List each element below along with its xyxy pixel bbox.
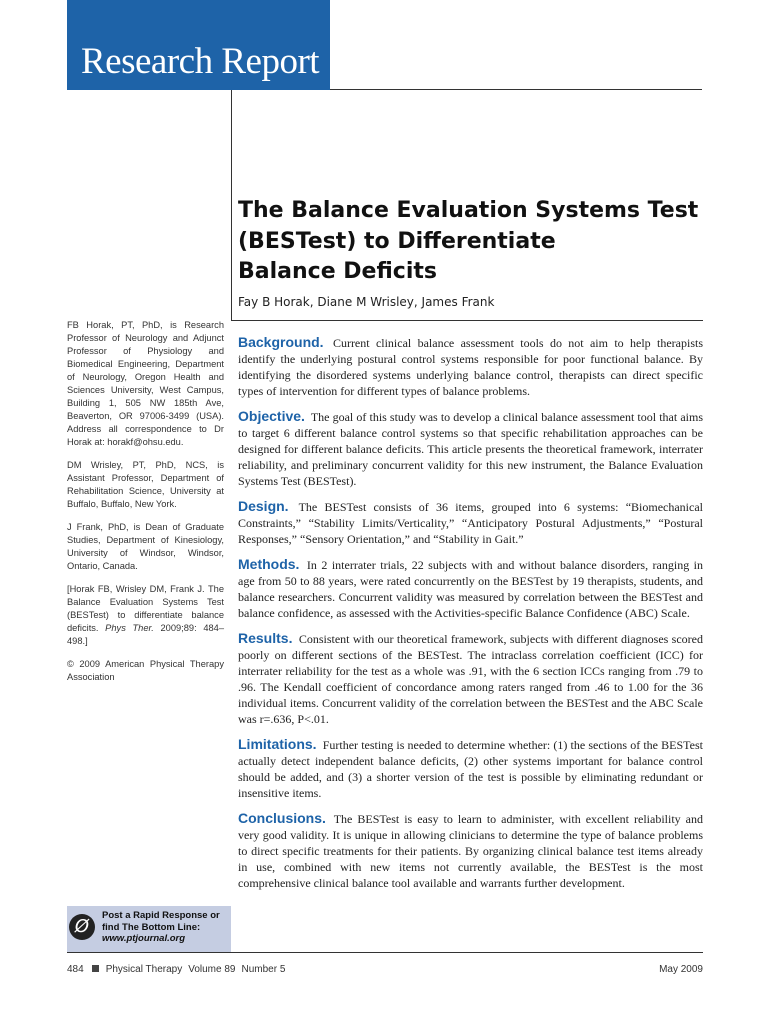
rapid-response-line1: Post a Rapid Response or: [102, 910, 220, 921]
journal-name: Physical Therapy: [105, 964, 183, 975]
author-list: Fay B Horak, Diane M Wrisley, James Frank: [238, 295, 495, 309]
article-title-line: The Balance Evaluation Systems Test: [238, 198, 699, 223]
citation: [67, 583, 224, 648]
rapid-response-box[interactable]: [67, 906, 231, 952]
abstract-methods: [238, 556, 703, 621]
journal-url-link[interactable]: www.ptjournal.org: [102, 933, 186, 944]
copyright-notice: © 2009 American Physical Therapy Association: [67, 659, 224, 682]
abstract-objective: [238, 408, 703, 489]
issue-date: May 2009: [659, 964, 703, 975]
section-text: The BESTest is easy to learn to administer, with excellent reliability and very good validity. It is unique in allowing clinicians to determine the type of balance problems to direct specific treatments for their patients. By organizing clinical balance test items already in use, combined with new items not currently available, the BESTest is the most comprehensive clinical balance tool available and warrants further development.: [238, 812, 703, 890]
section-heading: Methods.: [238, 556, 300, 572]
section-text: The BESTest consists of 36 items, grouped into 6 systems: “Biomechanical Constraints,” “Stability Limits/Verticality,” “Anticipatory Postural Adjustments,” “Postural Responses,” “Sensory Orientation,” and “Stability in Gait.”: [238, 500, 703, 546]
report-type-label: Research Report: [81, 41, 320, 82]
section-text: Current clinical balance assessment tools do not aim to help therapists identify the underlying postural control systems responsible for poor functional balance. By identifying the disordered systems underlying balance control, therapists can direct specific types of intervention for different types of balance problems.: [238, 336, 704, 398]
abstract-background: [238, 334, 703, 399]
abstract-conclusions: [238, 810, 703, 891]
citation-journal: Phys Ther.: [105, 623, 154, 633]
section-text: Further testing is needed to determine whether: (1) the sections of the BESTest actually detect independent balance deficits, (2) other systems important for balance control should be added, and (3) a shorter version of the test is possible by eliminating redundant or insensitive items.: [238, 738, 703, 800]
author-affiliation-horak: FB Horak, PT, PhD, is Research Professor of Neurology and Adjunct Professor of Physiology and Biomedical Engineering, Department of Neurology, Oregon Health and Sciences University, West Campus, Building 1, 505 NW 185th Ave, Beaverton, OR 97006-3499 (USA). Address all correspondence to Dr Horak at: horakf@ohsu.edu.: [67, 320, 224, 447]
citation-text: [Horak FB, Wrisley DM, Frank J. The Balance Evaluation Systems Test (BESTest) to differentiate balance deficits.: [67, 584, 224, 633]
footer-left: [67, 964, 285, 975]
section-heading: Objective.: [238, 408, 305, 424]
author-info-sidebar: [67, 319, 224, 694]
abstract-top-rule: [231, 320, 703, 321]
abstract-limitations: [238, 736, 703, 801]
author-affiliation-frank: J Frank, PhD, is Dean of Graduate Studies, Department of Kinesiology, University of Windsor, Windsor, Ontario, Canada.: [67, 522, 224, 571]
abstract-design: [238, 498, 703, 547]
volume: Volume 89: [188, 964, 236, 975]
abstract: [238, 334, 703, 900]
column-divider: [231, 90, 232, 320]
section-text: In 2 interrater trials, 22 subjects with and without balance disorders, ranging in age from 50 to 88 years, were rated concurrently on the BESTest by 19 therapists, students, and balance researchers. Concurrent validity was measured by correlation between the BESTest and balance confidence, as assessed with the Activities-specific Balance Confidence (ABC) Scale.: [238, 558, 703, 620]
section-text: The goal of this study was to develop a clinical balance assessment tool that aims to target 6 different balance control systems so that specific rehabilitation approaches can be designed for different balance deficits. This article presents the theoretical framework, interrater reliability, and preliminary concurrent validity for this new instrument, the Balance Evaluation Systems Test (BESTest).: [238, 410, 703, 488]
section-text: Consistent with our theoretical framework, subjects with different diagnoses scored poorly on different sections of the BESTest. The intraclass correlation coefficient (ICC) for interrater reliability for the test as a whole was .91, with the 6 section ICCs ranging from .79 to .96. The Kendall coefficient of concordance among raters ranged from .46 to 1.00 for the 36 individual items. Concurrent validity of the correlation between the BESTest and the ABC Scale was r=.636, P<.01.: [238, 632, 704, 726]
issue-number: Number 5: [241, 964, 286, 975]
section-heading: Limitations.: [238, 736, 317, 752]
article-title-line: Balance Deficits: [238, 259, 437, 284]
square-bullet-icon: [92, 965, 99, 972]
article-title: [238, 196, 698, 288]
section-heading: Design.: [238, 498, 289, 514]
author-affiliation-wrisley: DM Wrisley, PT, PhD, NCS, is Assistant Professor, Department of Rehabilitation Science, University at Buffalo, Buffalo, New York.: [67, 460, 224, 509]
rapid-response-line2: find The Bottom Line:: [102, 921, 201, 933]
footer-rule: [67, 952, 703, 953]
abstract-results: [238, 630, 703, 727]
section-heading: Results.: [238, 630, 293, 646]
article-title-line: (BESTest) to Differentiate: [238, 228, 556, 254]
section-heading: Background.: [238, 334, 324, 350]
citation-volume: 2009;89: 484–498.]: [67, 623, 224, 646]
rapid-response-text: [102, 910, 230, 945]
page-number: 484: [67, 964, 84, 975]
rapid-response-logo-icon: Ø: [69, 914, 95, 940]
header-rule: [330, 89, 702, 90]
report-type-banner: [67, 0, 330, 90]
section-heading: Conclusions.: [238, 810, 326, 826]
